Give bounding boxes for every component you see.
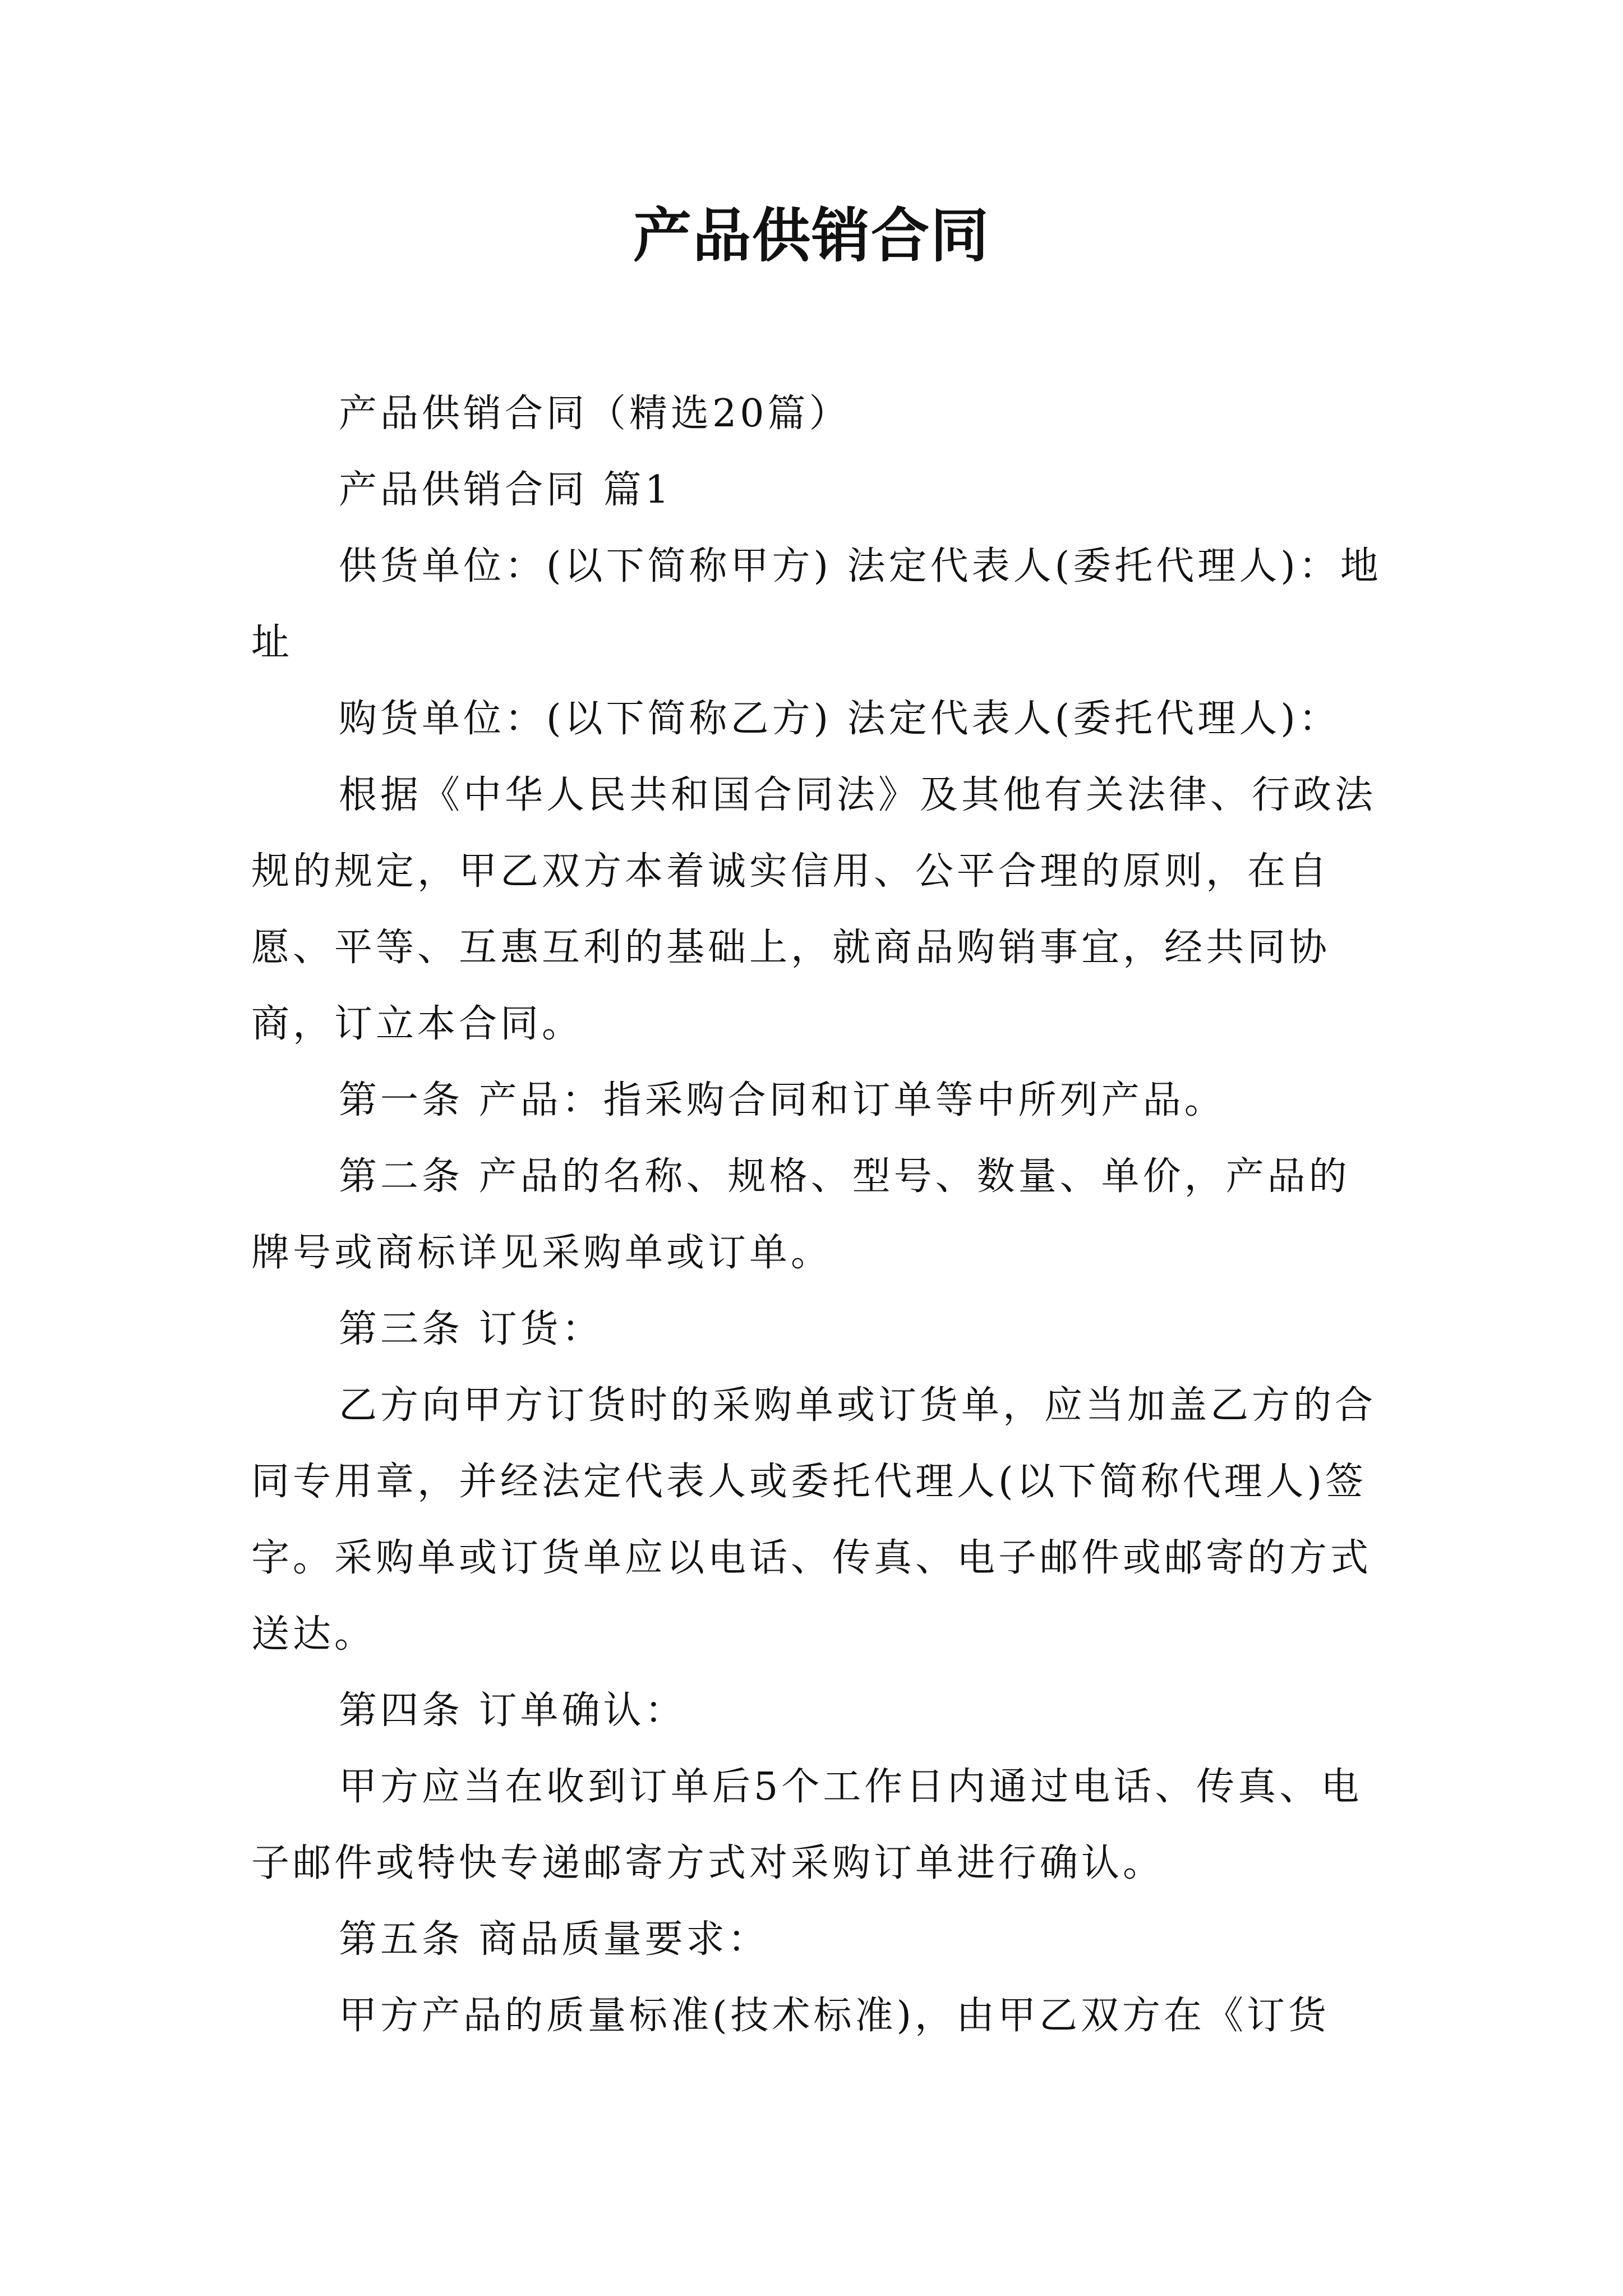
- buyer-info: 购货单位：(以下简称乙方) 法定代表人(委托代理人)：: [339, 697, 1340, 741]
- article-3-heading: 第三条 订货：: [339, 1307, 603, 1351]
- article-2: 第二条 产品的名称、规格、型号、数量、单价，产品的牌号或商标详见采购单或订单。: [251, 1154, 1350, 1275]
- article-1: 第一条 产品：指采购合同和订单等中所列产品。: [339, 1078, 1226, 1122]
- article-4-body: 甲方应当在收到订单后5个工作日内通过电话、传真、电子邮件或特快专递邮寄方式对采购订单进行确认。: [251, 1765, 1363, 1885]
- article-5-body: 甲方产品的质量标准(技术标准)，由甲乙双方在《订货: [339, 1994, 1330, 2038]
- article-5-heading: 第五条 商品质量要求：: [339, 1917, 769, 1962]
- collection-heading: 产品供销合同（精选20篇）: [339, 392, 851, 436]
- preamble-paragraph: 根据《中华人民共和国合同法》及其他有关法律、行政法规的规定，甲乙双方本着诚实信用、公平合理的原则，在自愿、平等、互惠互利的基础上，就商品购销事宜，经共同协商，订立本合同。: [251, 773, 1377, 1046]
- document-title: 产品供销合同: [633, 201, 990, 270]
- article-4-heading: 第四条 订单确认：: [339, 1688, 686, 1733]
- supplier-info: 供货单位：(以下简称甲方) 法定代表人(委托代理人)：地址: [251, 544, 1382, 665]
- chapter-heading: 产品供销合同 篇1: [339, 468, 672, 512]
- document-body: [251, 376, 1389, 2054]
- article-3-body: 乙方向甲方订货时的采购单或订货单，应当加盖乙方的合同专用章，并经法定代表人或委托代理人(以下简称代理人)签字。采购单或订货单应以电话、传真、电子邮件或邮寄的方式送达。: [251, 1383, 1377, 1657]
